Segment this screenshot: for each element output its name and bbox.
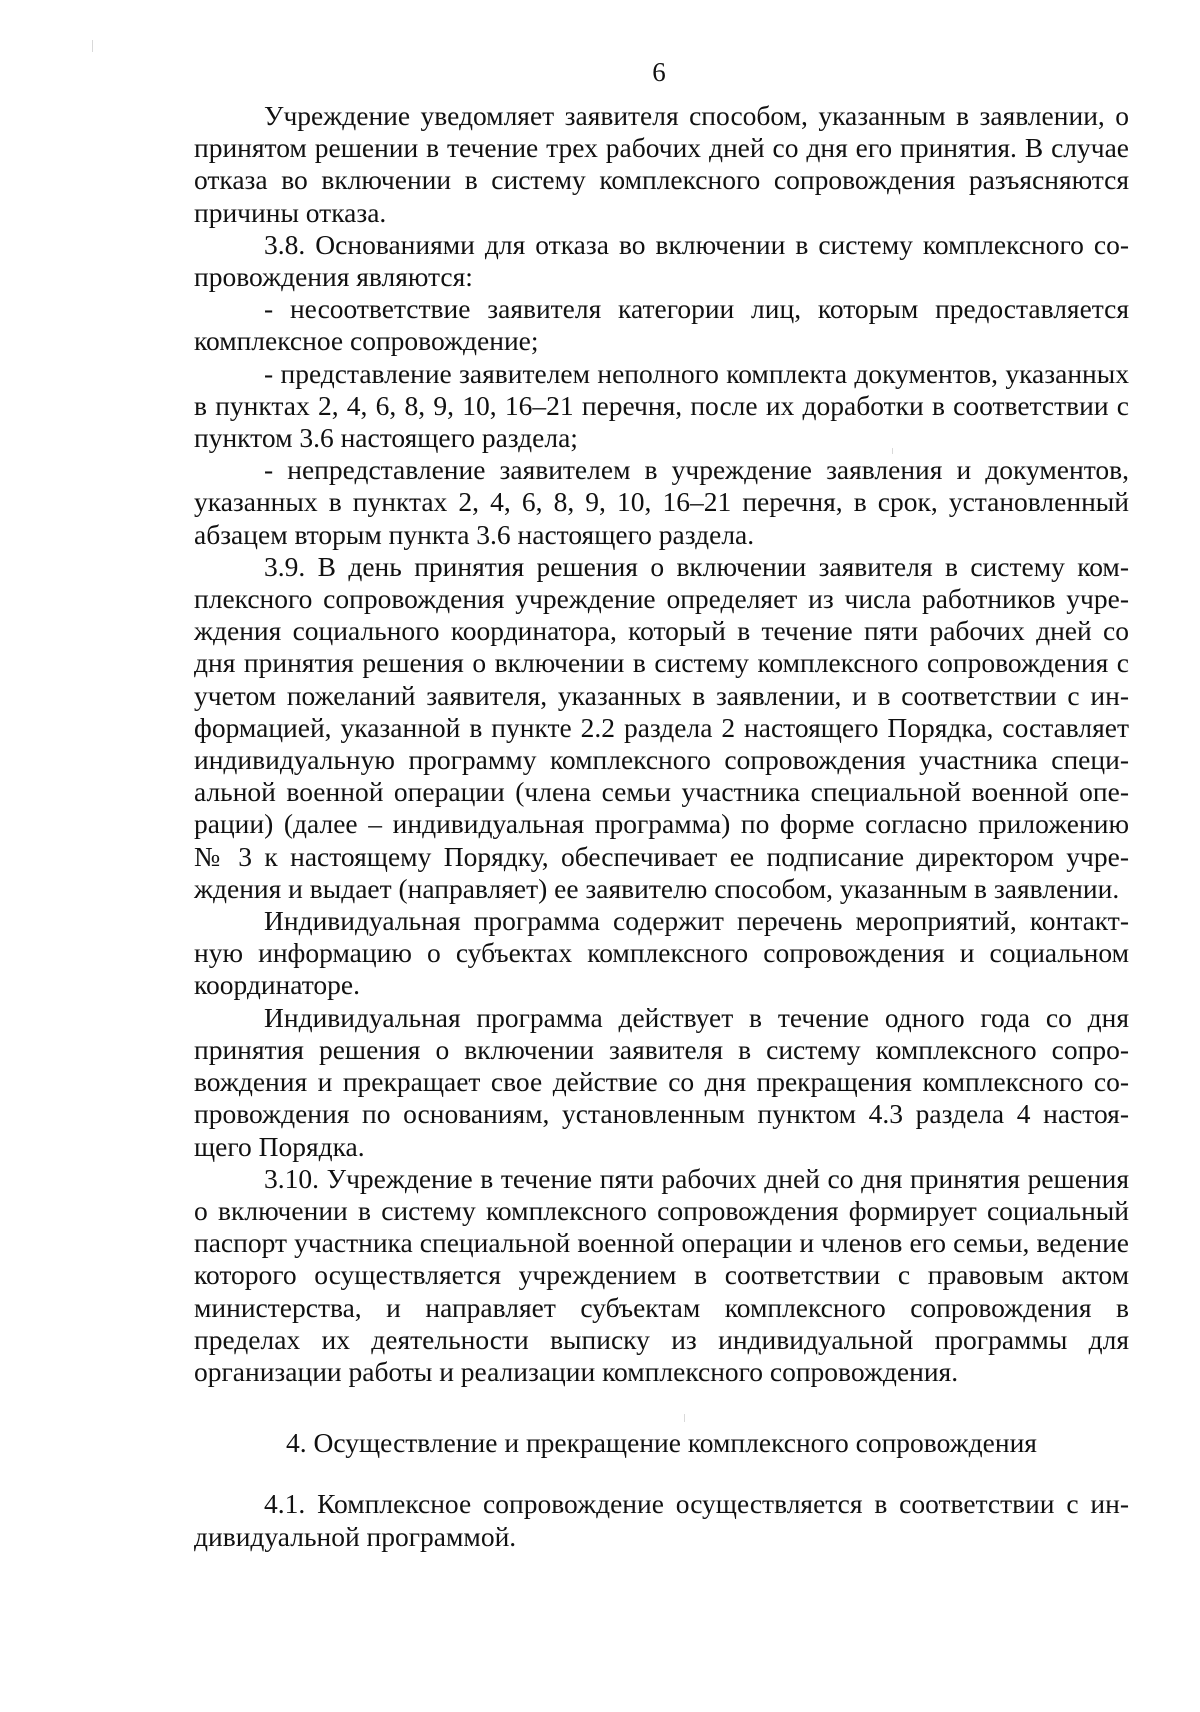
- paragraph-notification: Учреждение уведомляет заявителя способом, указанным в заявлении, о принятом решении в течение трех рабочих дней со дня его принятия. В случае отказа во включении в систему комплексного сопровождения разъясняются причины отказа.: [194, 100, 1129, 228]
- paragraph-3-9: 3.9. В день принятия решения о включении заявителя в систему комплексного сопровождения учреждение определяет из числа работников учреждения социального координатора, который в течение пяти рабочих дней со дня принятия решения о включении в систему комплексного сопровождения с учетом пожеланий заявителя, указанных в заявлении, и в соответствии с информацией, указанной в пункте 2.2 раздела 2 настоящего Порядка, составляет индивидуальную программу комплексного сопровождения участника специальной военной операции (члена семьи участника специальной военной операции) (далее – индивидуальная программа) по форме согласно приложению № 3 к настоящему Порядку, обеспечивает ее подписание директором учреждения и выдает (направляет) ее заявителю способом, указанным в заявлении.: [194, 550, 1129, 904]
- refusal-reason-item: - непредставление заявителем в учреждение заявления и документов, указанных в пунктах 2, 4, 6, 8, 9, 10, 16–21 перечня, в срок, установленный абзацем вторым пункта 3.6 настоящего раздела.: [194, 454, 1129, 550]
- paragraph-program-validity: Индивидуальная программа действует в течение одного года со дня принятия решения о включении заявителя в систему комплексного сопровождения и прекращает свое действие со дня прекращения комплексного сопровождения по основаниям, установленным пунктом 4.3 раздела 4 настоящего Порядка.: [194, 1001, 1129, 1162]
- document-body: [194, 100, 1129, 1553]
- paragraph-3-10: 3.10. Учреждение в течение пяти рабочих дней со дня принятия решения о включении в систему комплексного сопровождения формирует социальный паспорт участника специальной военной операции и членов его семьи, ведение которого осуществляется учреждением в соответствии с правовым актом министерства, и направляет субъектам комплексного сопровождения в пределах их деятельности выписку из индивидуальной программы для организации работы и реализации комплексного сопровождения.: [194, 1162, 1129, 1387]
- scan-artifact-mark: [92, 40, 93, 52]
- page-number: 6: [652, 57, 666, 87]
- refusal-reason-item: - представление заявителем неполного комплекта документов, указанных в пунктах 2, 4, 6, 8, 9, 10, 16–21 перечня, после их доработки в соответствии с пунктом 3.6 настоящего раздела;: [194, 357, 1129, 454]
- paragraph-4-1: 4.1. Комплексное сопровождение осуществляется в соответствии с индивидуальной программой.: [194, 1488, 1129, 1552]
- section-heading: 4. Осуществление и прекращение комплексного сопровождения: [286, 1427, 1037, 1459]
- paragraph-3-8: 3.8. Основаниями для отказа во включении в систему комплексного сопровождения являются:: [194, 228, 1129, 293]
- paragraph-program-contents: Индивидуальная программа содержит перечень мероприятий, контактную информацию о субъектах комплексного сопровождения и социальном координаторе.: [194, 905, 1129, 1001]
- refusal-reason-item: - несоответствие заявителя категории лиц, которым предоставляется комплексное сопровождение;: [194, 293, 1129, 357]
